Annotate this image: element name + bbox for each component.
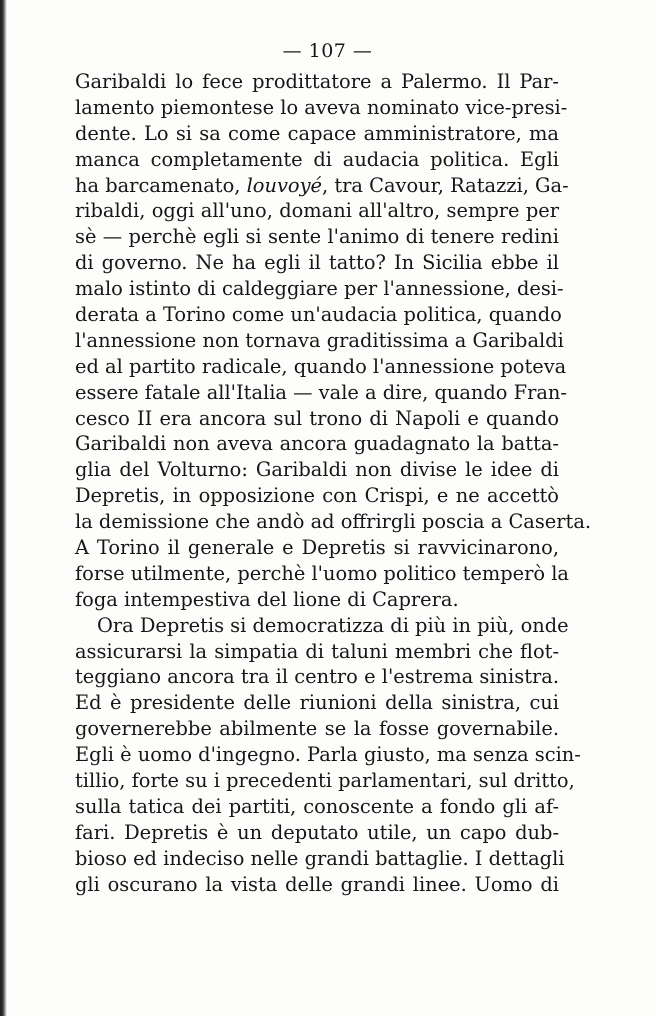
text-line: Ed è presidente delle riunioni della sinistra, cui: [75, 691, 559, 715]
text-line: dente. Lo si sa come capace amministratore, ma: [75, 121, 559, 145]
text-line: assicurarsi la simpatia di taluni membri che flot-: [75, 639, 559, 663]
text-line: governerebbe abilmente se la fosse governabile.: [75, 717, 559, 741]
text-line: lamento piemontese lo aveva nominato vice-presi-: [75, 95, 568, 119]
text-line: malo istinto di caldeggiare per l'annessione, desi-: [75, 277, 564, 301]
text-run: ha barcamenato,: [75, 173, 247, 197]
text-line: sè — perchè egli si sente l'animo di tenere redini: [75, 225, 559, 249]
text-line: glia del Volturno: Garibaldi non divise le idee di: [75, 458, 559, 482]
text-line: teggiano ancora tra il centro e l'estrema sinistra.: [75, 665, 559, 689]
text-line: tillio, forte su i precedenti parlamentari, sul dritto,: [75, 769, 575, 793]
body-text: [75, 69, 592, 898]
text-line: Egli è uomo d'ingegno. Parla giusto, ma senza scin-: [75, 743, 581, 767]
text-line: [75, 173, 569, 199]
text-line: ed al partito radicale, quando l'annessione poteva: [75, 354, 567, 378]
italic-word: louvoyé: [246, 173, 323, 197]
text-line: fari. Depretis è un deputato utile, un capo dub-: [75, 820, 559, 844]
text-line: essere fatale all'Italia — vale a dire, quando Fran-: [75, 380, 567, 404]
binding-edge: [0, 0, 7, 1016]
text-line: di governo. Ne ha egli il tatto? In Sicilia ebbe il: [75, 251, 559, 275]
text-line: sulla tatica dei partiti, conoscente a fondo gli af-: [75, 794, 559, 818]
text-line: Garibaldi non aveva ancora guadagnato la batta-: [75, 432, 559, 456]
text-line: gli oscurano la vista delle grandi linee. Uomo di: [75, 872, 559, 896]
text-line: Garibaldi lo fece prodittatore a Palermo. Il Par-: [75, 70, 559, 93]
text-line: foga intempestiva del lione di Caprera.: [75, 587, 459, 611]
page-number: — 107 —: [282, 40, 373, 62]
text-line: Ora Depretis si democratizza di più in più, onde: [97, 613, 569, 637]
text-line: ribaldi, oggi all'uno, domani all'altro, sempre per: [75, 199, 559, 223]
text-line: manca completamente di audacia politica. Egli: [75, 147, 559, 171]
text-line: bioso ed indeciso nelle grandi battaglie. I dettagli: [75, 846, 565, 870]
text-line: Depretis, in opposizione con Crispi, e ne accettò: [75, 484, 559, 508]
text-line: l'annessione non tornava graditissima a Garibaldi: [75, 328, 564, 352]
text-line: derata a Torino come un'audacia politica, quando: [75, 303, 562, 327]
text-line: cesco II era ancora sul trono di Napoli e quando: [75, 406, 559, 430]
text-line: A Torino il generale e Depretis si ravvicinarono,: [75, 536, 559, 560]
text-line: forse utilmente, perchè l'uomo politico temperò la: [75, 561, 569, 585]
text-run: , tra Cavour, Ratazzi, Ga-: [322, 173, 569, 197]
text-line: la demissione che andò ad offrirgli poscia a Caserta.: [75, 510, 592, 534]
